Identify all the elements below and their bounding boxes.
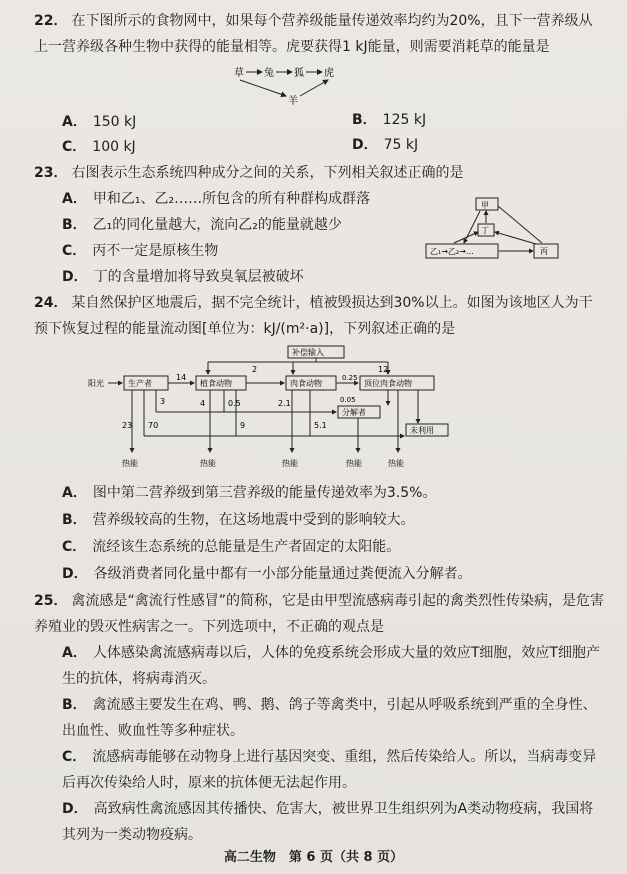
question-number: 25． (34, 593, 68, 609)
question-24 (34, 290, 604, 342)
q23-option-a[interactable]: A． 甲和乙₁、乙₂……所包含的所有种群构成群落 (62, 191, 371, 207)
question-stem: 在下图所示的食物网中，如果每个营养级能量传递效率均约为20%，且下一营养级从上一营养级各种生物中获得的能量相等。虎要获得1 kJ能量，则需要消耗草的能量是 (34, 13, 593, 55)
node-jia: 甲 (481, 201, 489, 210)
q24-option-b[interactable]: B． 营养级较高的生物，在这场地震中受到的影响较大。 (62, 512, 415, 528)
label-heat-5: 热能 (388, 459, 404, 468)
label-heat-2: 热能 (200, 459, 216, 468)
box-compensation-input: 补偿输入 (292, 348, 324, 357)
value-9: 9 (240, 421, 246, 430)
question-22 (34, 8, 604, 60)
question-stem: 禽流感是“禽流行性感冒”的简称，它是由甲型流感病毒引起的禽类烈性传染病，是危害养殖业的毁灭性病害之一。下列选项中，不正确的观点是 (34, 593, 604, 635)
value-4: 4 (200, 399, 206, 408)
value-3: 3 (160, 397, 166, 406)
q22-option-b[interactable]: B． 125 kJ (352, 112, 427, 128)
label-sunlight: 阳光 (88, 379, 104, 388)
q24-option-c[interactable]: C． 流经该生态系统的总能量是生产者固定的太阳能。 (62, 539, 401, 555)
box-decomposer: 分解者 (342, 408, 366, 417)
value-23: 23 (122, 421, 133, 430)
box-producer: 生产者 (128, 379, 152, 388)
question-number: 22． (34, 13, 68, 29)
node-tiger: 虎 (324, 68, 334, 79)
food-web-diagram (228, 60, 358, 110)
value-12: 12 (378, 365, 389, 374)
question-stem: 右图表示生态系统四种成分之间的关系，下列相关叙述正确的是 (71, 165, 464, 181)
q22-option-c[interactable]: C． 100 kJ (62, 139, 136, 155)
q23-option-d[interactable]: D． 丁的含量增加将导致臭氧层被破坏 (62, 269, 304, 285)
q25-option-c[interactable]: C． 流感病毒能够在动物身上进行基因突变、重组，然后传染给人。所以，当病毒变异后再次传染给人时，原来的抗体便无法起作用。 (62, 749, 597, 791)
q24-option-a[interactable]: A． 图中第二营养级到第三营养级的能量传递效率为3.5%。 (62, 485, 437, 501)
value-14: 14 (176, 373, 187, 382)
label-heat-4: 热能 (346, 459, 362, 468)
q25-option-b[interactable]: B． 禽流感主要发生在鸡、鸭、鹅、鸽子等禽类中，引起从呼吸系统到严重的全身性、出血性、败血性等多种症状。 (62, 697, 597, 739)
node-sheep: 羊 (288, 96, 298, 107)
node-grass: 草 (234, 68, 244, 79)
node-bing: 丙 (540, 247, 548, 256)
q22-option-d[interactable]: D． 75 kJ (352, 137, 419, 153)
value-0-25: 0.25 (342, 374, 358, 382)
node-fox: 狐 (294, 68, 304, 79)
question-number: 24． (34, 295, 68, 311)
question-number: 23． (34, 165, 68, 181)
q23-option-c[interactable]: C． 丙不一定是原核生物 (62, 243, 219, 259)
label-heat-3: 热能 (282, 459, 298, 468)
value-0-5: 0.5 (228, 399, 241, 408)
page-footer: 高二生物 第 6 页（共 8 页） (223, 850, 404, 865)
label-heat-1: 热能 (122, 459, 138, 468)
value-70: 70 (148, 421, 159, 430)
box-herbivore: 植食动物 (200, 379, 232, 388)
q24-option-d[interactable]: D． 各级消费者同化量中都有一小部分能量通过粪便流入分解者。 (62, 566, 472, 582)
node-ding: 丁 (481, 226, 489, 235)
question-stem: 某自然保护区地震后，据不完全统计，植被毁损达到30%以上。如图为该地区人为干预下恢复过程的能量流动图[单位为：kJ/(m²·a)]，下列叙述正确的是 (34, 295, 593, 337)
q25-option-a[interactable]: A． 人体感染禽流感病毒以后，人体的免疫系统会形成大量的效应T细胞，效应T细胞产生的抗体，将病毒消灭。 (62, 645, 600, 687)
box-unused: 未利用 (410, 426, 434, 435)
value-5-1: 5.1 (314, 421, 327, 430)
value-2-1: 2.1 (278, 399, 291, 408)
question-23 (34, 160, 604, 186)
box-carnivore: 肉食动物 (290, 379, 322, 388)
question-25 (34, 588, 604, 640)
value-0-05: 0.05 (340, 396, 356, 404)
node-yi-chain: 乙₁→乙₂→… (430, 247, 474, 256)
ecosystem-components-diagram (424, 196, 564, 262)
energy-flow-diagram (88, 344, 468, 472)
q22-option-a[interactable]: A． 150 kJ (62, 114, 137, 130)
q25-option-d[interactable]: D． 高致病性禽流感因其传播快、危害大，被世界卫生组织列为A类动物疫病，我国将其列为一类动物疫病。 (62, 801, 594, 843)
box-top-carnivore: 顶位肉食动物 (364, 379, 412, 388)
node-rabbit: 兔 (264, 68, 274, 79)
value-2: 2 (252, 365, 258, 374)
q23-option-b[interactable]: B． 乙₁的同化量越大，流向乙₂的能量就越少 (62, 217, 342, 233)
